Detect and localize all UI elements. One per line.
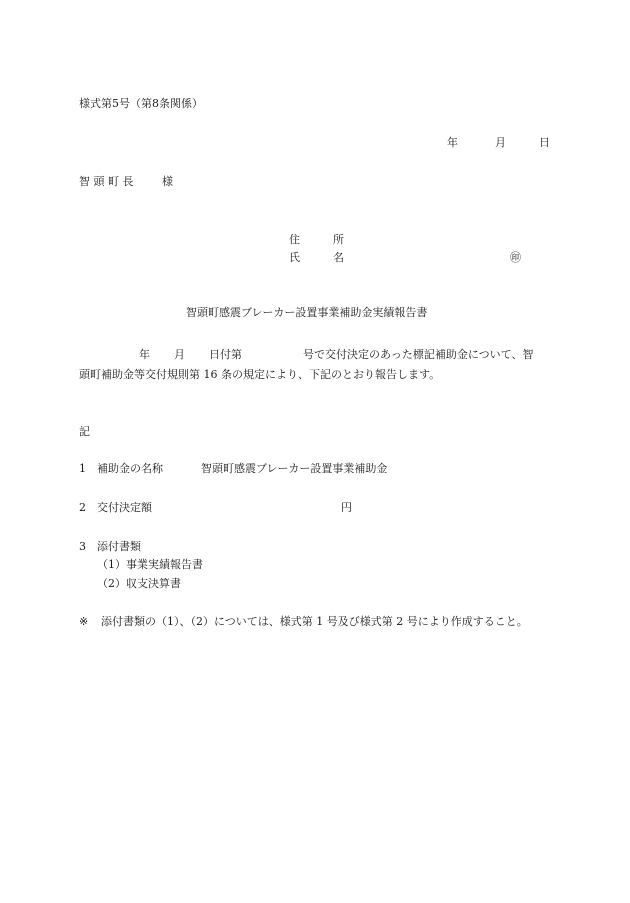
ki-heading: 記 (79, 425, 90, 438)
body-date-no: 日付第 (209, 348, 242, 361)
note-text: 添付書類の（1）、（2）については、様式第 1 号及び様式第 2 号により作成すること。 (101, 615, 528, 628)
body-month: 月 (174, 348, 185, 361)
item-label: 交付決定額 (97, 501, 152, 514)
form-number: 様式第5号（第8条関係） (79, 97, 203, 110)
item-number: 3 (79, 540, 86, 553)
addressee-name: 智 頭 町 長 (79, 175, 134, 188)
item-label: 添付書類 (97, 540, 141, 553)
item-label: 補助金の名称 (97, 462, 163, 475)
addressee-honorific: 様 (162, 175, 173, 188)
date-year: 年 (447, 136, 458, 149)
item-value: 智頭町感震ブレーカー設置事業補助金 (201, 462, 388, 475)
document-title: 智頭町感震ブレーカー設置事業補助金実績報告書 (186, 306, 428, 319)
name-label: 氏 名 (289, 251, 344, 264)
date-month: 月 (495, 136, 506, 149)
seal-mark: ㊞ (510, 251, 521, 264)
item-value: 円 (341, 501, 352, 514)
item-number: 2 (79, 501, 86, 514)
body-year: 年 (139, 348, 150, 361)
item-number: 1 (79, 462, 86, 475)
body-line1-rest: 号で交付決定のあった標記補助金について、智 (303, 348, 534, 361)
attachment-item: （1）事業実績報告書 (97, 558, 203, 571)
attachment-item: （2）収支決算書 (97, 577, 181, 590)
address-label: 住 所 (289, 233, 344, 246)
date-day: 日 (539, 136, 550, 149)
body-line2: 頭町補助金等交付規則第 16 条の規定により、下記のとおり報告します。 (79, 368, 441, 381)
note-mark: ※ (79, 615, 89, 628)
